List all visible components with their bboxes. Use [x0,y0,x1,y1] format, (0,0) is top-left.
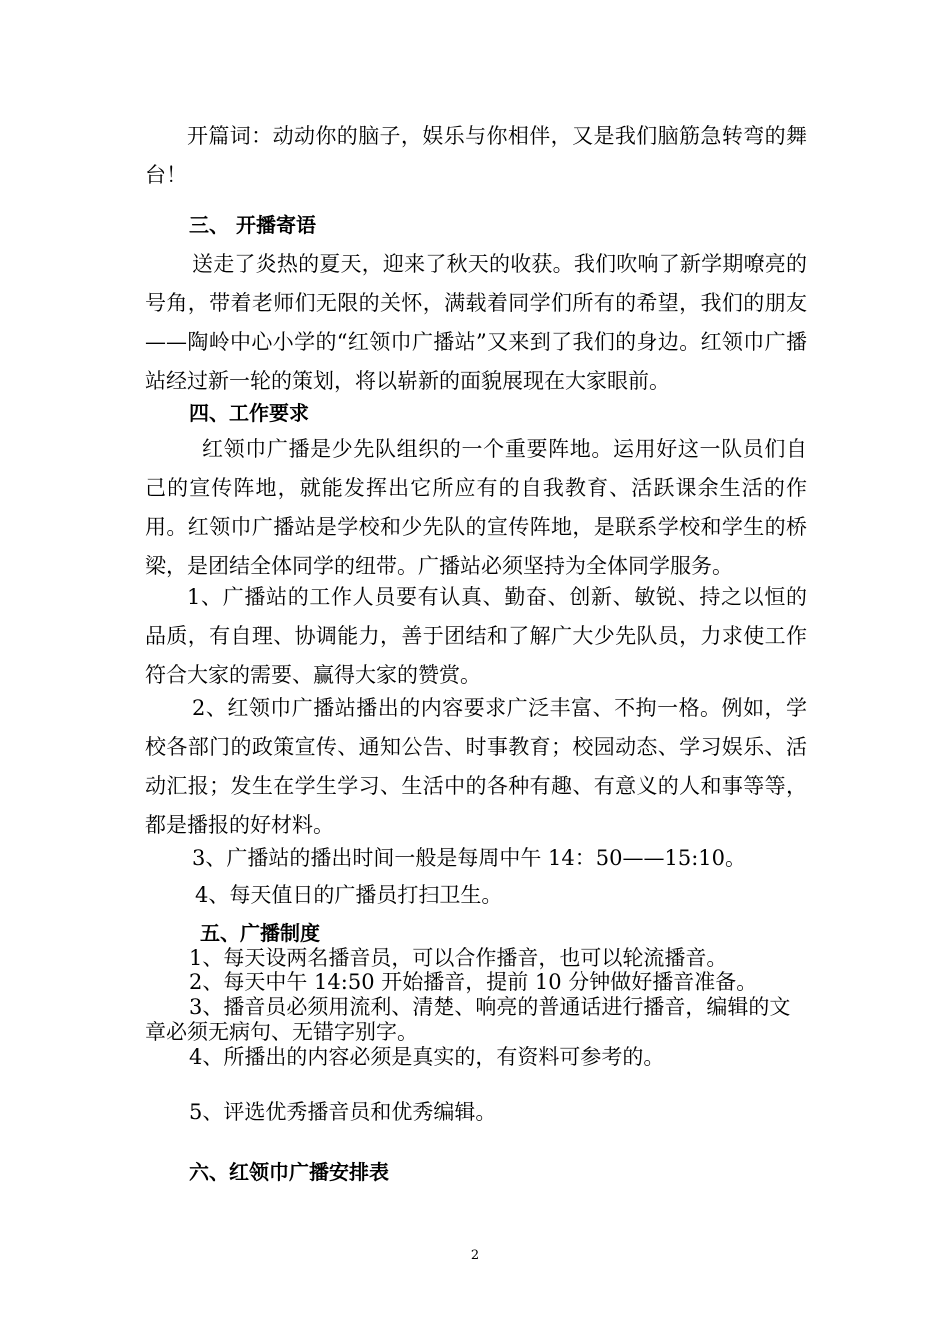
section-4-item-1: 1、广播站的工作人员要有认真、勤奋、创新、敏锐、持之以恒的品质，有自理、协调能力，善于团结和了解广大少先队员，力求使工作符合大家的需要、赢得大家的赞赏。 [145,585,807,687]
section-5-item-3: 3、播音员必须用流利、清楚、响亮的普通话进行播音，编辑的文章必须无病句、无错字别字。 [145,995,791,1044]
section-3-body: 送走了炎热的夏天，迎来了秋天的收获。我们吹响了新学期嘹亮的号角，带着老师们无限的关怀，满载着同学们所有的希望，我们的朋友——陶岭中心小学的“红领巾广播站”又来到了我们的身边。红领巾广播站经过新一轮的策划，将以崭新的面貌展现在大家眼前。 [145,252,807,393]
section-5-heading: 五、广播制度 [200,921,320,945]
section-4-intro: 红领巾广播是少先队组织的一个重要阵地。运用好这一队员们自己的宣传阵地，就能发挥出它所应有的自我教育、活跃课余生活的作用。红领巾广播站是学校和少先队的宣传阵地，是联系学校和学生的桥梁，是团结全体同学的纽带。广播站必须坚持为全体同学服务。 [145,437,807,578]
section-4-item-2: 2、红领巾广播站播出的内容要求广泛丰富、不拘一格。例如，学校各部门的政策宣传、通知公告、时事教育；校园动态、学习娱乐、活动汇报；发生在学生学习、生活中的各种有趣、有意义的人和事等等，都是播报的好材料。 [145,696,807,837]
section-5-item-5: 5、评选优秀播音员和优秀编辑。 [189,1100,497,1124]
section-4-item-3: 3、广播站的播出时间一般是每周中午 14：50——15:10。 [192,846,746,870]
section-5-item-4: 4、所播出的内容必须是真实的，有资料可参考的。 [189,1045,665,1069]
section-4-item-4: 4、每天值日的广播员打扫卫生。 [195,883,503,907]
section-4-heading: 四、工作要求 [189,401,309,425]
section-5-item-2: 2、每天中午 14:50 开始播音，提前 10 分钟做好播音准备。 [189,970,758,994]
opening-paragraph: 开篇词：动动你的脑子，娱乐与你相伴，又是我们脑筋急转弯的舞台！ [145,124,807,187]
section-3-heading: 三、 开播寄语 [189,213,316,237]
page-number: 2 [470,1248,480,1263]
section-5-item-1: 1、每天设两名播音员，可以合作播音，也可以轮流播音。 [189,946,728,970]
section-6-heading: 六、红领巾广播安排表 [189,1160,389,1184]
